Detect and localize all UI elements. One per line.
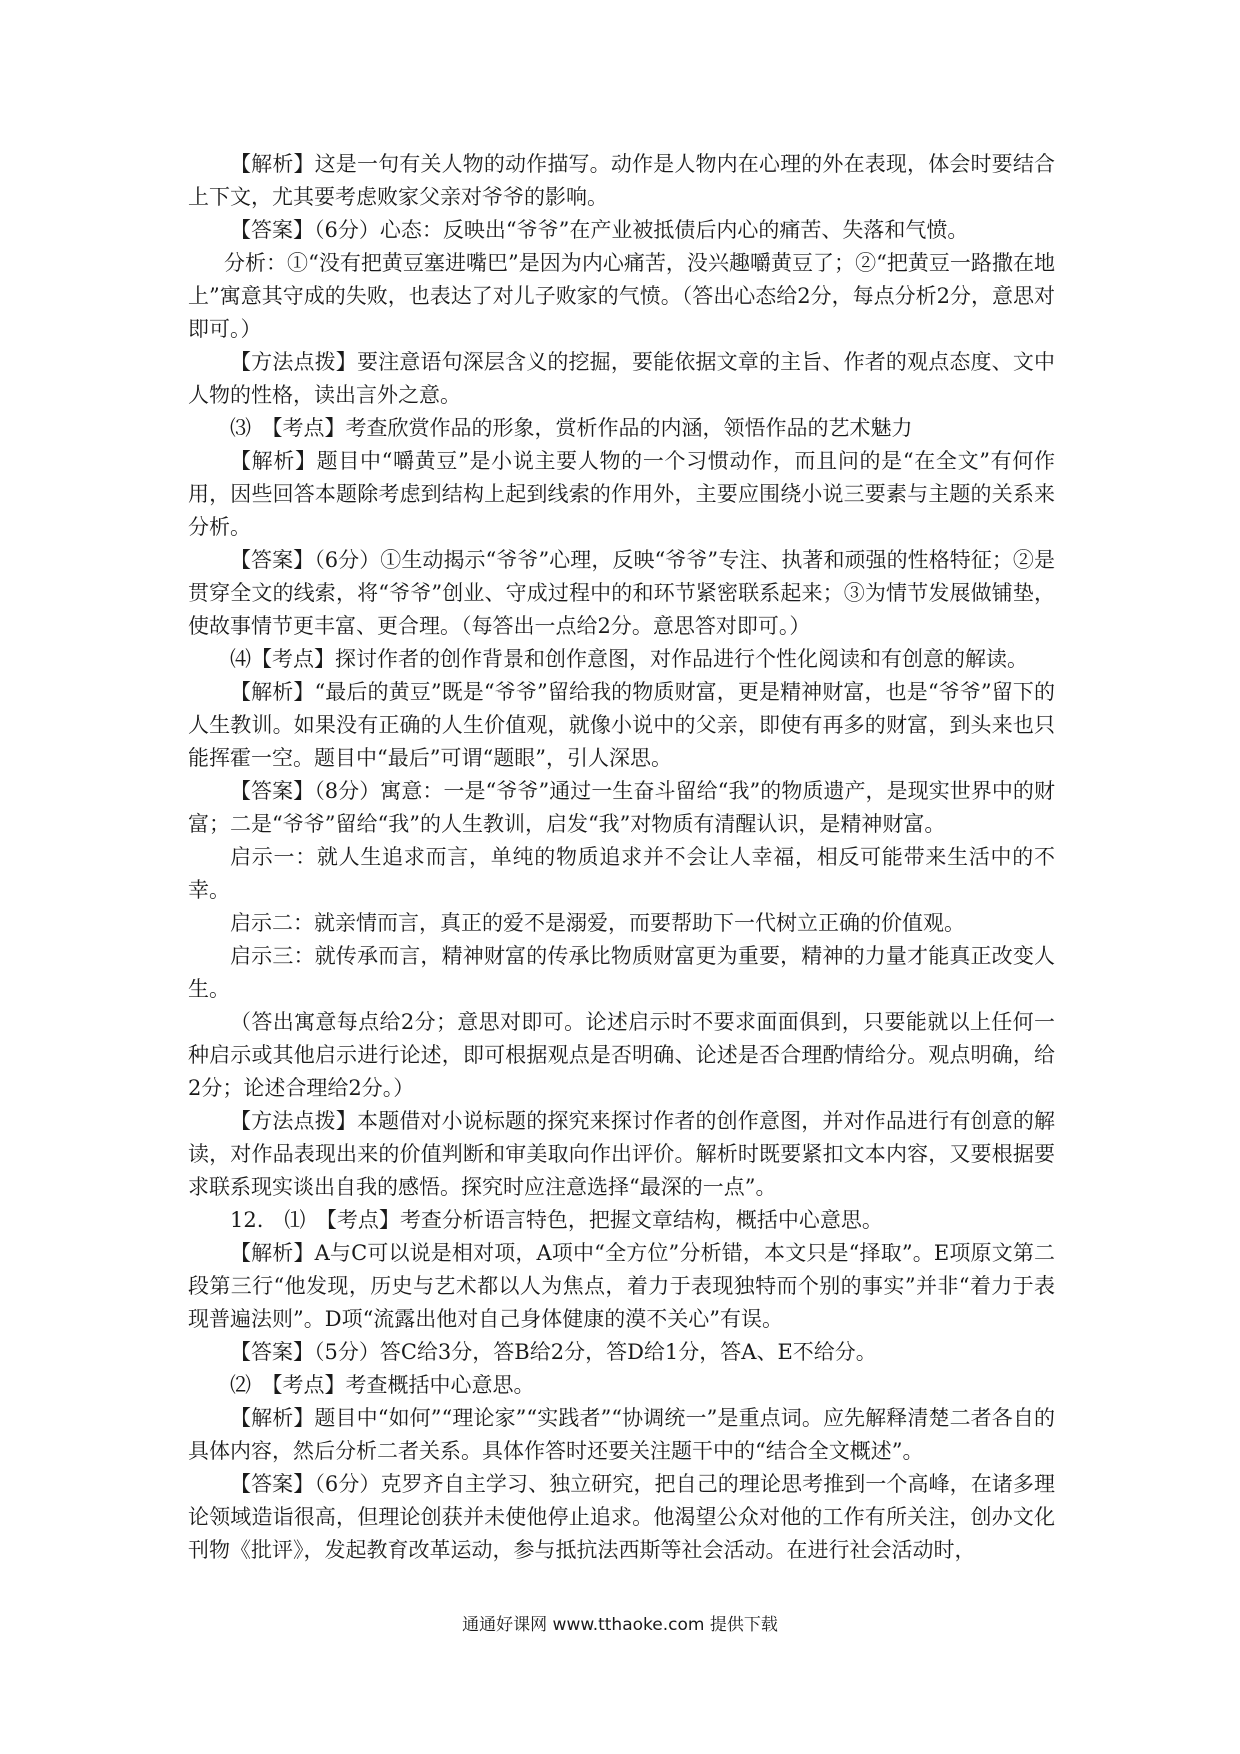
paragraph: 【方法点拨】要注意语句深层含义的挖掘，要能依据文章的主旨、作者的观点态度、文中人物的性格，读出言外之意。	[188, 350, 1055, 407]
paragraph: 【解析】“最后的黄豆”既是“爷爷”留给我的物质财富，更是精神财富，也是“爷爷”留下的人生教训。如果没有正确的人生价值观，就像小说中的父亲，即使有再多的财富，到头来也只能挥霍一空。题目中“最后”可谓“题眼”，引人深思。	[188, 680, 1055, 770]
paragraph: 启示二：就亲情而言，真正的爱不是溺爱，而要帮助下一代树立正确的价值观。	[230, 911, 965, 935]
paragraph: 【答案】（6分）①生动揭示“爷爷”心理，反映“爷爷”专注、执著和顽强的性格特征；②是贯穿全文的线索，将“爷爷”创业、守成过程中的和环节紧密联系起来；③为情节发展做铺垫，使故事情节更丰富、更合理。（每答出一点给2分。意思答对即可。）	[188, 548, 1055, 638]
paragraph: ⑷【考点】探讨作者的创作背景和创作意图，对作品进行个性化阅读和有创意的解读。	[230, 647, 1028, 671]
paragraph: 12. ⑴ 【考点】考查分析语言特色，把握文章结构，概括中心意思。	[230, 1208, 883, 1232]
paragraph: 【方法点拨】本题借对小说标题的探究来探讨作者的创作意图，并对作品进行有创意的解读，对作品表现出来的价值判断和审美取向作出评价。解析时既要紧扣文本内容，又要根据要求联系现实谈出自我的感悟。探究时应注意选择“最深的一点”。	[188, 1109, 1055, 1199]
paragraph: 【答案】（8分）寓意：一是“爷爷”通过一生奋斗留给“我”的物质遗产，是现实世界中的财富；二是“爷爷”留给“我”的人生教训，启发“我”对物质有清醒认识，是精神财富。	[188, 779, 1055, 836]
paragraph: 启示一：就人生追求而言，单纯的物质追求并不会让人幸福，相反可能带来生活中的不幸。	[188, 845, 1055, 902]
paragraph: 【解析】题目中“如何”“理论家”“实践者”“协调统一”是重点词。应先解释清楚二者各自的具体内容，然后分析二者关系。具体作答时还要关注题干中的“结合全文概述”。	[188, 1406, 1055, 1463]
paragraph: 【解析】题目中“嚼黄豆”是小说主要人物的一个习惯动作，而且问的是“在全文”有何作用，因些回答本题除考虑到结构上起到线索的作用外，主要应围绕小说三要素与主题的关系来分析。	[188, 449, 1055, 539]
paragraph: 分析：①“没有把黄豆塞进嘴巴”是因为内心痛苦，没兴趣嚼黄豆了；②“把黄豆一路撒在地上”寓意其守成的失败，也表达了对儿子败家的气愤。（答出心态给2分，每点分析2分，意思对即可。）	[188, 251, 1055, 341]
paragraph: 启示三：就传承而言，精神财富的传承比物质财富更为重要，精神的力量才能真正改变人生。	[188, 944, 1055, 1001]
paragraph: 【解析】A与C可以说是相对项，A项中“全方位”分析错，本文只是“择取”。E项原文第二段第三行“他发现，历史与艺术都以人为焦点，着力于表现独特而个别的事实”并非“着力于表现普遍法则”。D项“流露出他对自己身体健康的漠不关心”有误。	[188, 1241, 1055, 1331]
document-body	[188, 148, 1055, 1567]
paragraph: （答出寓意每点给2分；意思对即可。论述启示时不要求面面俱到，只要能就以上任何一种启示或其他启示进行论述，即可根据观点是否明确、论述是否合理酌情给分。观点明确，给2分；论述合理给2分。）	[188, 1010, 1055, 1100]
paragraph: 【解析】这是一句有关人物的动作描写。动作是人物内在心理的外在表现，体会时要结合上下文，尤其要考虑败家父亲对爷爷的影响。	[188, 152, 1055, 209]
paragraph: 【答案】（6分）克罗齐自主学习、独立研究，把自己的理论思考推到一个高峰，在诸多理论领域造诣很高，但理论创获并未使他停止追求。他渴望公众对他的工作有所关注，创办文化刊物《批评》，发起教育改革运动，参与抵抗法西斯等社会活动。在进行社会活动时，	[188, 1472, 1055, 1562]
paragraph: ⑶ 【考点】考查欣赏作品的形象，赏析作品的内涵，领悟作品的艺术魅力	[230, 416, 913, 440]
paragraph: 【答案】（5分）答C给3分，答B给2分，答D给1分，答A、E不给分。	[230, 1340, 877, 1364]
page-footer: 通通好课网 www.tthaoke.com 提供下载	[462, 1615, 778, 1635]
paragraph: 【答案】（6分）心态：反映出“爷爷”在产业被抵债后内心的痛苦、失落和气愤。	[230, 218, 969, 242]
paragraph: ⑵ 【考点】考查概括中心意思。	[230, 1373, 535, 1397]
